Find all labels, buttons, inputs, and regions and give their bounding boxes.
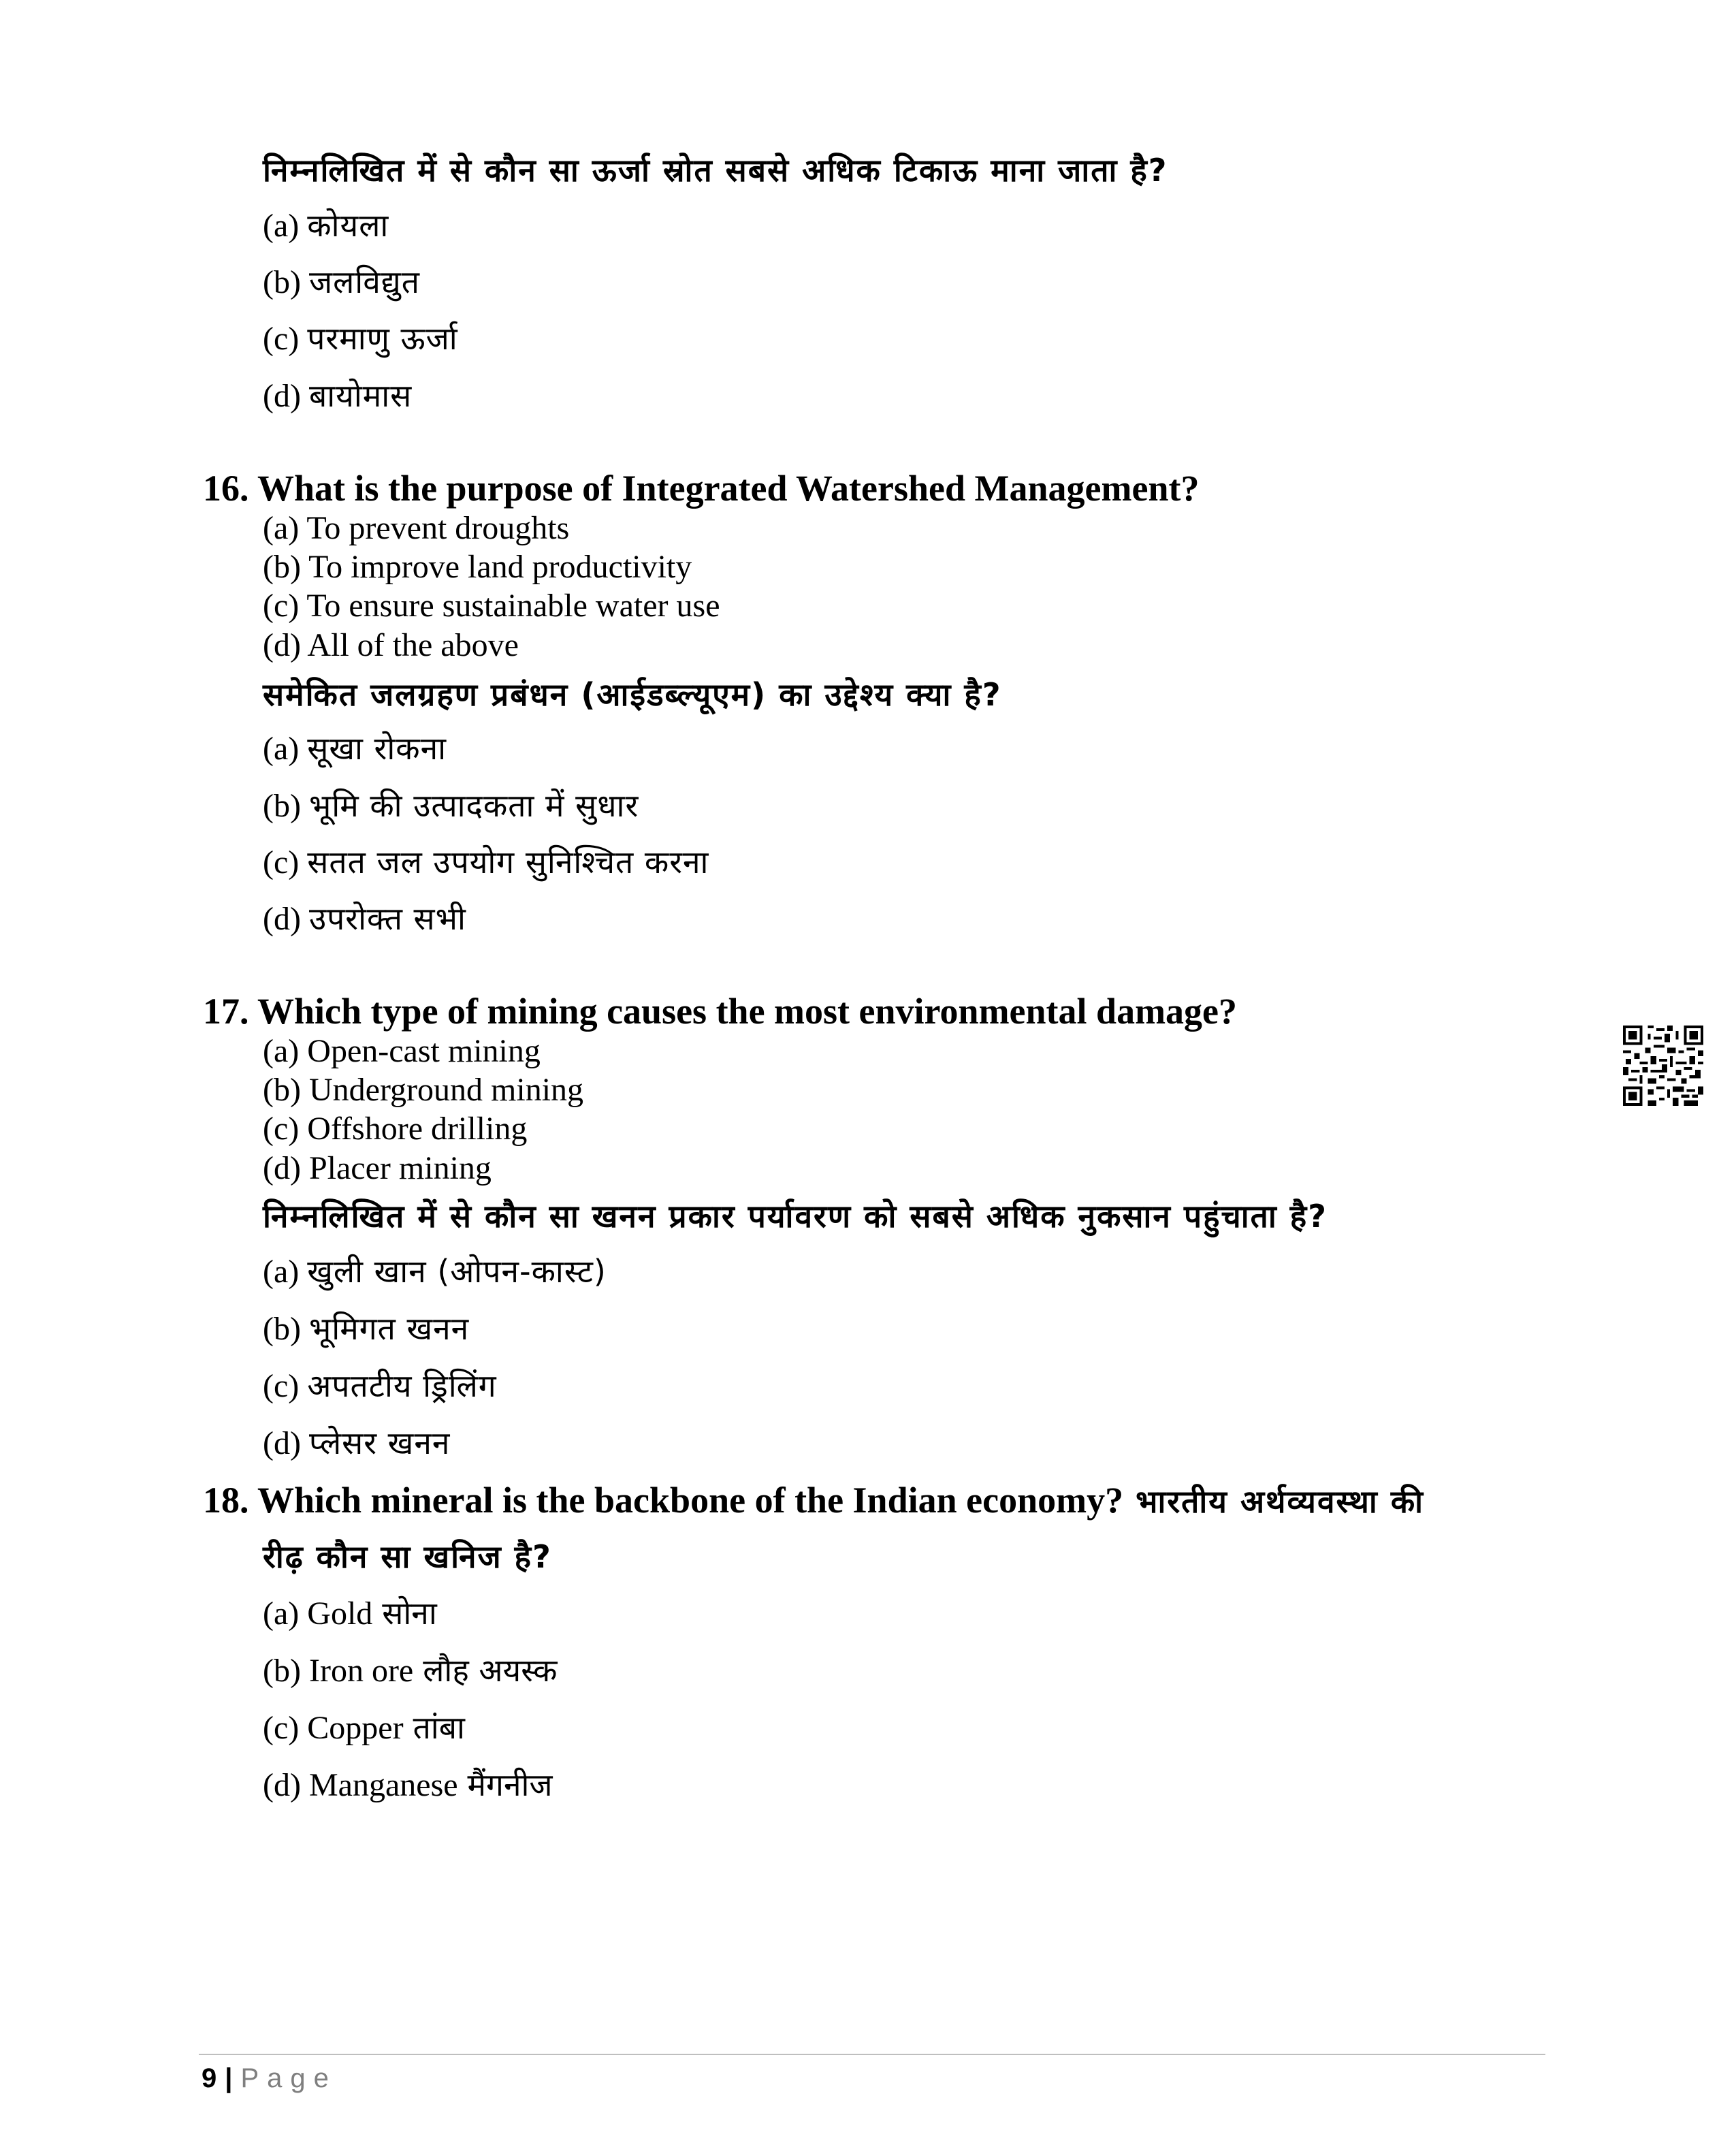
q18-question [203, 1479, 1424, 1523]
page-footer [202, 2062, 337, 2095]
q16-option-b: (b) To improve land productivity [263, 549, 692, 585]
q17-question: 17. Which type of mining causes the most environmental damage? [203, 991, 1238, 1032]
q16-hindi-question: समेकित जलग्रहण प्रबंधन (आईडब्ल्यूएम) का उद्देश्य क्या है? [263, 676, 1002, 713]
q18-question-en: 18. Which mineral is the backbone of the Indian economy? [203, 1480, 1124, 1521]
q18-option-c: (c) Copper तांबा [263, 1709, 465, 1746]
q16-hindi-option-c: (c) सतत जल उपयोग सुनिश्चित करना [263, 844, 709, 880]
q15-hindi-option-d: (d) बायोमास [263, 377, 413, 414]
q18-option-a: (a) Gold सोना [263, 1595, 437, 1632]
q17-option-b: (b) Underground mining [263, 1072, 584, 1108]
q18-question-hi-part2: रीढ़ कौन सा खनिज है? [263, 1538, 552, 1575]
q18-option-d: (d) Manganese मैंगनीज [263, 1766, 553, 1803]
footer-divider [199, 2054, 1545, 2055]
q17-hindi-option-a: (a) खुली खान (ओपन-कास्ट) [263, 1253, 607, 1290]
q16-hindi-option-d: (d) उपरोक्त सभी [263, 900, 466, 937]
q17-option-d: (d) Placer mining [263, 1150, 492, 1186]
q16-option-c: (c) To ensure sustainable water use [263, 588, 720, 624]
page-number: 9 [202, 2063, 217, 2093]
q15-hindi-option-c: (c) परमाणु ऊर्जा [263, 320, 458, 357]
q17-hindi-option-c: (c) अपतटीय ड्रिलिंग [263, 1367, 497, 1404]
q17-hindi-option-b: (b) भूमिगत खनन [263, 1310, 470, 1347]
q17-option-c: (c) Offshore drilling [263, 1111, 528, 1147]
footer-separator: | [225, 2063, 233, 2093]
q17-hindi-question: निम्नलिखित में से कौन सा खनन प्रकार पर्यावरण को सबसे अधिक नुकसान पहुंचाता है? [263, 1198, 1328, 1235]
q18-question-hi-part1: भारतीय अर्थव्यवस्था की [1136, 1483, 1425, 1520]
q17-hindi-option-d: (d) प्लेसर खनन [263, 1425, 451, 1461]
q16-option-d: (d) All of the above [263, 627, 519, 663]
q17-option-a: (a) Open-cast mining [263, 1033, 541, 1069]
q18-option-b: (b) Iron ore लौह अयस्क [263, 1652, 558, 1689]
q15-hindi-option-a: (a) कोयला [263, 207, 389, 244]
page-word: Page [240, 2063, 337, 2093]
qr-code [1623, 1026, 1703, 1106]
q15-hindi-question: निम्नलिखित में से कौन सा ऊर्जा स्रोत सबसे अधिक टिकाऊ माना जाता है? [263, 152, 1168, 189]
q16-hindi-option-a: (a) सूखा रोकना [263, 730, 447, 767]
q16-hindi-option-b: (b) भूमि की उत्पादकता में सुधार [263, 787, 639, 824]
q16-option-a: (a) To prevent droughts [263, 510, 570, 546]
q16-question: 16. What is the purpose of Integrated Watershed Management? [203, 468, 1200, 509]
q15-hindi-option-b: (b) जलविद्युत [263, 264, 420, 300]
